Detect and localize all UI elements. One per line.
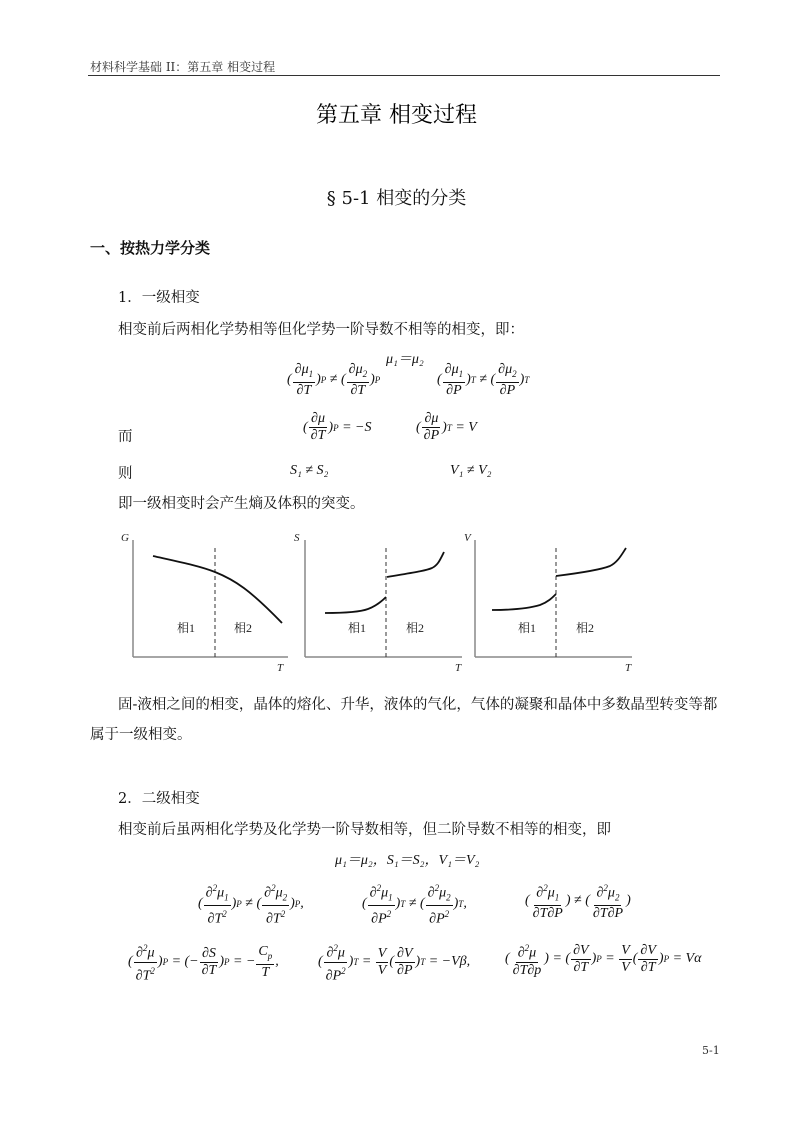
svg-text:相1: 相1 bbox=[177, 621, 196, 635]
eq-first-derivative-P: ( $\frac{\partial\mu_1}{\partial P}$ ) T ≠ ( $\frac{\partial\mu_2}{\partial P}$ ) T bbox=[437, 362, 530, 398]
eq-mu-equal: μ₁＝μ₂ bbox=[386, 352, 424, 367]
chapter-title: 第五章 相变过程 bbox=[316, 103, 477, 128]
svg-text:相1: 相1 bbox=[348, 621, 367, 635]
chart-V-vs-T bbox=[464, 532, 632, 674]
page-number: 5-1 bbox=[702, 1044, 720, 1057]
eq-second-derivative-mixed: ( $\frac{\partial^2\mu_1}{\partial T\partial P}$ ) ≠ ( $\frac{\partial^2\mu_2}{\partial T\partial P}$ ) bbox=[525, 880, 631, 922]
svg-text:相2: 相2 bbox=[234, 621, 253, 635]
svg-text:S: S bbox=[294, 532, 300, 544]
label-ze: 则 bbox=[118, 466, 133, 482]
header-rule bbox=[88, 75, 720, 76]
eq-first-derivative-T: ( $\frac{\partial\mu_1}{\partial T}$ ) P ≠ ( $\frac{\partial\mu_2}{\partial T}$ ) P bbox=[287, 362, 381, 398]
svg-text:相1: 相1 bbox=[518, 621, 537, 635]
eq-S-jump: S₁ ≠ S₂ bbox=[290, 463, 329, 478]
svg-text:相2: 相2 bbox=[576, 621, 595, 635]
subsection-heading: 一、按热力学分类 bbox=[90, 239, 211, 257]
first-order-intro: 相变前后两相化学势相等但化学势一阶导数不相等的相变，即： bbox=[118, 322, 524, 338]
eq-second-order-equal: μ₁＝μ₂，S₁＝S₂，V₁＝V₂ bbox=[335, 853, 480, 868]
chart-S-vs-T bbox=[294, 532, 462, 674]
first-order-conclusion: 即一级相变时会产生熵及体积的突变。 bbox=[118, 496, 365, 512]
svg-text:V: V bbox=[464, 532, 471, 544]
first-order-heading: 1．一级相变 bbox=[118, 290, 200, 306]
svg-text:G: G bbox=[121, 532, 129, 544]
eq-second-derivative-T: ( $\frac{\partial^2\mu_1}{\partial T^2}$ ) P ≠ ( $\frac{\partial^2\mu_2}{\partial T^2}$ ) P , bbox=[198, 880, 304, 928]
phase-transition-charts bbox=[110, 528, 650, 678]
label-er: 而 bbox=[118, 429, 133, 445]
section-title: § 5-1 相变的分类 bbox=[326, 188, 467, 209]
svg-text:T: T bbox=[625, 662, 632, 674]
first-order-examples: 固-液相之间的相变，晶体的熔化、升华，液体的气化，气体的凝聚和晶体中多数晶型转变等都属于一级相变。 bbox=[90, 697, 718, 743]
eq-volume: ( $\frac{\partial\mu}{\partial P}$ ) T = V bbox=[416, 411, 477, 443]
eq-V-jump: V₁ ≠ V₂ bbox=[450, 463, 492, 478]
eq-compressibility: ( $\frac{\partial^2\mu}{\partial P^2}$ ) T = $\frac{V}{V}$ ( $\frac{\partial V}{\partial P}$ ) T = −Vβ, bbox=[318, 940, 470, 984]
svg-text:T: T bbox=[277, 662, 284, 674]
svg-text:相2: 相2 bbox=[406, 621, 425, 635]
eq-expansion: ( $\frac{\partial^2\mu}{\partial T\partial p}$ ) = ( $\frac{\partial V}{\partial T}$ ) P = $\frac{V}{V}$ ( $\frac{\partial V}{\partial T}$ ) P = Vα bbox=[505, 940, 701, 979]
second-order-heading: 2．二级相变 bbox=[118, 791, 200, 807]
chart-G-vs-T bbox=[121, 532, 288, 674]
svg-text:T: T bbox=[455, 662, 462, 674]
second-order-intro: 相变前后虽两相化学势及化学势一阶导数相等，但二阶导数不相等的相变，即 bbox=[118, 822, 611, 838]
running-header: 材料科学基础 II：第五章 相变过程 bbox=[90, 60, 276, 74]
eq-second-derivative-P: ( $\frac{\partial^2\mu_1}{\partial P^2}$ ) T ≠ ( $\frac{\partial^2\mu_2}{\partial P^2}$ ) T , bbox=[362, 880, 467, 928]
eq-heat-capacity: ( $\frac{\partial^2\mu}{\partial T^2}$ ) P = (− $\frac{\partial S}{\partial T}$ ) P = − $\frac{C_p}{T}$ , bbox=[128, 940, 279, 984]
eq-entropy: ( $\frac{\partial\mu}{\partial T}$ ) P = −S bbox=[303, 411, 372, 443]
